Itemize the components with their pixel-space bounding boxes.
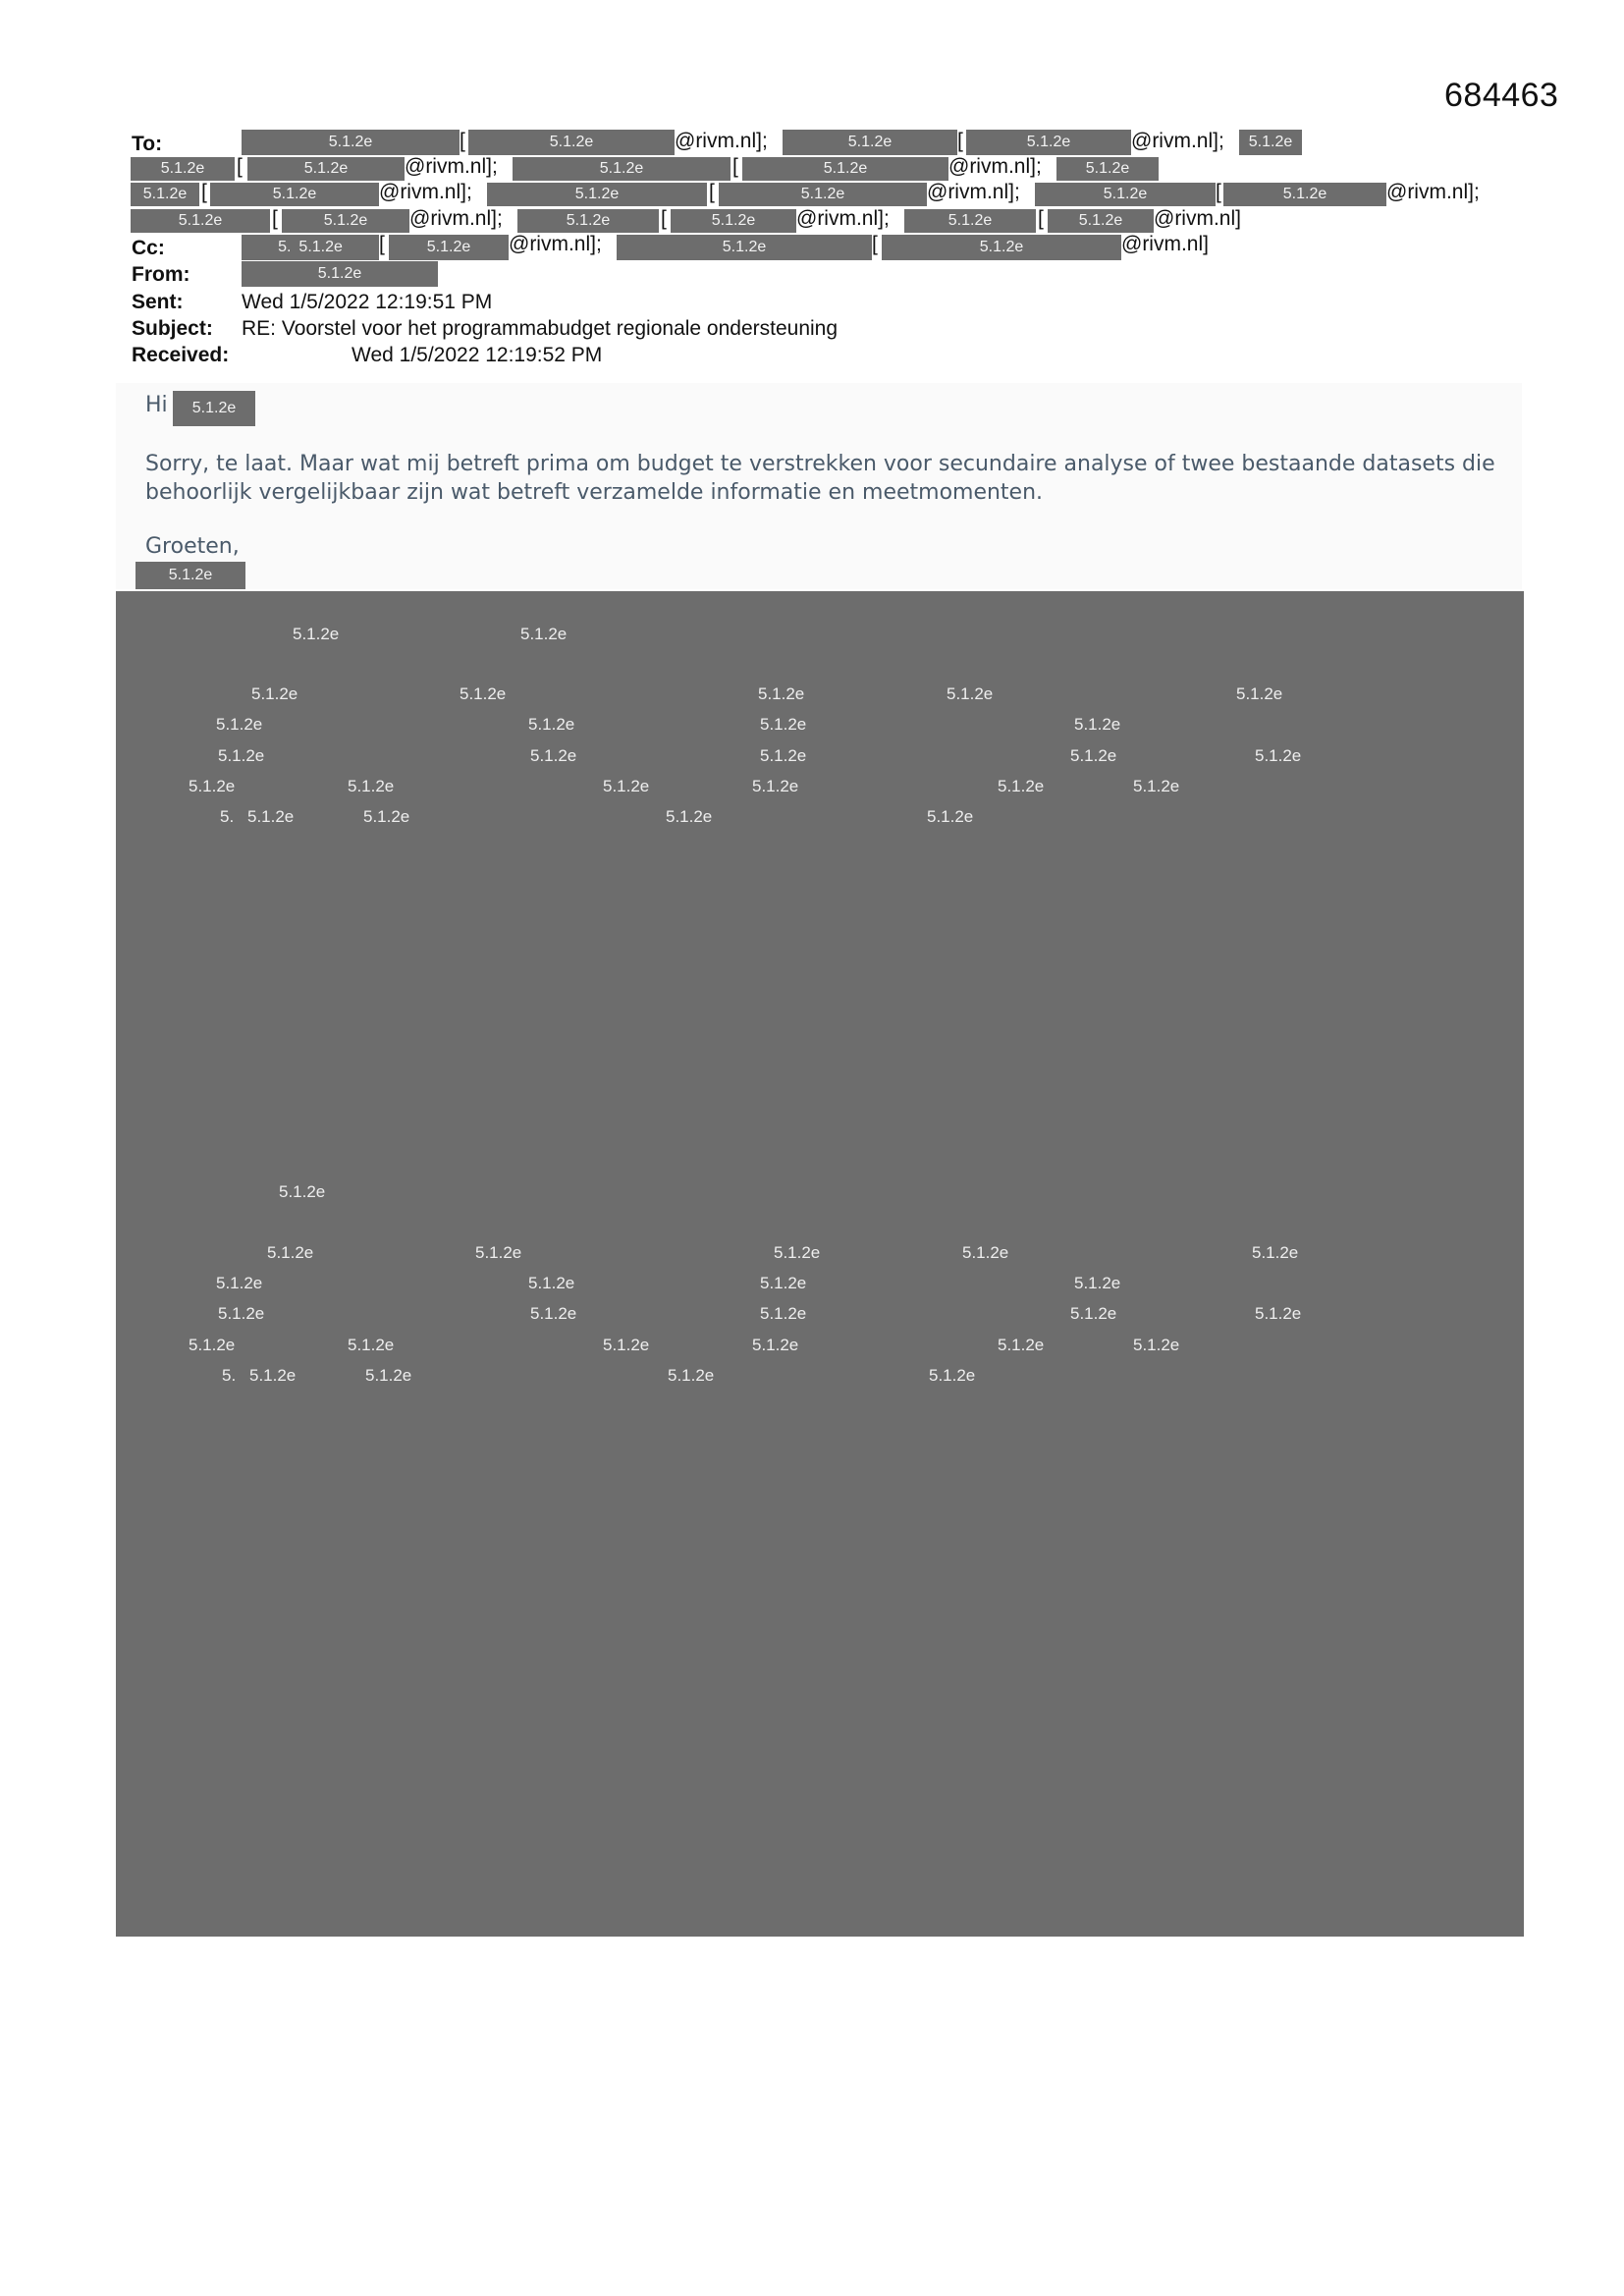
redaction-code: 5.1.2e (1255, 1304, 1302, 1323)
redaction-code: 5.1.2e (1133, 1336, 1180, 1354)
received-label: Received: (132, 344, 230, 366)
redaction-code: 5.1.2e (760, 1274, 807, 1292)
redaction-code: 5.1.2e (520, 625, 568, 643)
redaction-block: 5.1.2e (517, 209, 659, 233)
redaction-block: 5.1.2e (468, 130, 675, 155)
redaction-code: 5.1.2e (947, 684, 994, 703)
redaction-block: 5.1.2e (1239, 130, 1302, 155)
redaction-code: 5.1.2e (752, 1336, 799, 1354)
email-domain: @rivm.nl]; (409, 207, 503, 230)
redaction-code: 5.1.2e (189, 1336, 236, 1354)
redaction-block: 5.1.2e (487, 183, 707, 206)
redaction-code-partial: 5. (222, 1366, 237, 1385)
redaction-block: 5.1.2e (513, 157, 731, 181)
redaction-code: 5.1.2e (279, 1182, 326, 1201)
message-paragraph: Sorry, te laat. Maar wat mij betreft prima om budget te verstrekken voor secundaire analyse of twee bestaande datasets die behoorlijk vergelijkbaar zijn wat betreft verzamelde informatie en meetmomenten. (145, 452, 1495, 505)
redaction-code: 5.1.2e (998, 1336, 1045, 1354)
redaction-code: 5.1.2e (365, 1366, 412, 1385)
redaction-block: 5.1.2e (1035, 183, 1216, 206)
redaction-block: 5.1.2e (966, 130, 1131, 155)
redaction-code: 5.1.2e (1236, 684, 1283, 703)
bracket: [ (1216, 181, 1221, 203)
email-domain: @rivm.nl]; (796, 207, 890, 230)
redaction-block: 5.1.2e (1048, 209, 1154, 233)
bracket: [ (237, 155, 243, 178)
bracket: [ (460, 130, 465, 152)
email-domain: @rivm.nl]; (675, 130, 768, 152)
received-value: Wed 1/5/2022 12:19:52 PM (352, 344, 603, 366)
greeting-text: Hi (145, 393, 168, 417)
email-domain: @rivm.nl]; (1386, 181, 1480, 203)
redaction-code: 5.1.2e (758, 684, 805, 703)
redaction-block: 5.1.2e (783, 130, 957, 155)
sent-value: Wed 1/5/2022 12:19:51 PM (242, 291, 493, 313)
redaction-code: 5.1.2e (247, 807, 295, 826)
redaction-block: 5.1.2e (617, 235, 872, 260)
redaction-code: 5.1.2e (929, 1366, 976, 1385)
redaction-code: 5.1.2e (530, 1304, 577, 1323)
email-domain: @rivm.nl]; (1131, 130, 1224, 152)
to-label: To: (132, 133, 163, 155)
redaction-code-partial: 5. (220, 807, 235, 826)
redaction-block: 5.1.2e (131, 183, 199, 206)
redaction-code: 5.1.2e (218, 746, 265, 765)
redaction-code: 5.1.2e (189, 777, 236, 795)
redaction-code: 5.1.2e (528, 1274, 575, 1292)
redaction-code: 5.1.2e (760, 1304, 807, 1323)
redaction-code: 5.1.2e (927, 807, 974, 826)
email-domain: @rivm.nl]; (509, 233, 602, 255)
redaction-code: 5.1.2e (348, 1336, 395, 1354)
document-number: 684463 (1444, 77, 1559, 114)
redacted-signature-block (116, 591, 1524, 1937)
redaction-block: 5.1.2e (1056, 157, 1159, 181)
redaction-block: 5.1.2e (671, 209, 796, 233)
redaction-block: 5.1.2e (247, 157, 405, 181)
redaction-code: 5.1.2e (1133, 777, 1180, 795)
redaction-code: 5.1.2e (249, 1366, 297, 1385)
redaction-block: 5.1.2e (131, 157, 235, 181)
subject-label: Subject: (132, 317, 213, 340)
redaction-code: 5.1.2e (1070, 1304, 1117, 1323)
email-domain: @rivm.nl] (1154, 207, 1241, 230)
redaction-code: 5.1.2e (1070, 746, 1117, 765)
redaction-code: 5.1.2e (267, 1243, 314, 1262)
bracket: [ (732, 155, 738, 178)
bracket: [ (957, 130, 963, 152)
redaction-code: 5.1.2e (475, 1243, 522, 1262)
bracket: [ (1038, 207, 1044, 230)
redaction-code: 5.1.2e (528, 715, 575, 734)
redaction-code: 5.1.2e (530, 746, 577, 765)
redaction-block: 5.1.2e (742, 157, 948, 181)
signoff: Groeten, (145, 534, 240, 559)
redaction-code: 5.1.2e (348, 777, 395, 795)
redaction-code: 5.1.2e (666, 807, 713, 826)
bracket: [ (872, 233, 878, 255)
redaction-block: 5.1.2e (719, 183, 927, 206)
redaction-code: 5.1.2e (998, 777, 1045, 795)
redaction-code: 5.1.2e (1074, 715, 1121, 734)
redaction-code: 5.1.2e (668, 1366, 715, 1385)
from-label: From: (132, 263, 190, 286)
bracket: [ (379, 233, 385, 255)
redaction-block: 5.1.2e (242, 261, 438, 287)
redaction-code: 5.1.2e (298, 239, 343, 255)
redaction-code: 5.1.2e (293, 625, 340, 643)
email-domain: @rivm.nl]; (927, 181, 1020, 203)
email-header (0, 0, 1624, 373)
bracket: [ (201, 181, 207, 203)
redaction-code: 5.1.2e (603, 777, 650, 795)
redaction-block: 5.1.2e (210, 183, 379, 206)
sent-label: Sent: (132, 291, 184, 313)
redaction-block: 5.1.2e (389, 235, 509, 260)
redaction-code-partial: 5. (278, 239, 292, 255)
redaction-block: 5.1.2e (131, 209, 270, 233)
redaction-code: 5.1.2e (251, 684, 298, 703)
redaction-code: 5.1.2e (774, 1243, 821, 1262)
redaction-block: 5.1.2e (242, 130, 460, 155)
redaction-code: 5.1.2e (752, 777, 799, 795)
email-domain: @rivm.nl]; (948, 155, 1042, 178)
email-domain: @rivm.nl]; (379, 181, 472, 203)
bracket: [ (709, 181, 715, 203)
redaction-code: 5.1.2e (1255, 746, 1302, 765)
redaction-code: 5.1.2e (1074, 1274, 1121, 1292)
redaction-code: 5.1.2e (218, 1304, 265, 1323)
greeting (145, 393, 168, 417)
redaction-block: 5.1.2e (135, 562, 245, 589)
subject-value: RE: Voorstel voor het programmabudget regionale ondersteuning (242, 317, 839, 340)
redaction-code: 5.1.2e (363, 807, 410, 826)
redaction-code: 5.1.2e (1252, 1243, 1299, 1262)
redaction-code: 5.1.2e (962, 1243, 1009, 1262)
redaction-code: 5.1.2e (760, 746, 807, 765)
redaction-block: 5.1.2e (1223, 183, 1386, 206)
cc-label: Cc: (132, 237, 165, 259)
redaction-code: 5.1.2e (216, 1274, 263, 1292)
bracket: [ (272, 207, 278, 230)
bracket: [ (661, 207, 667, 230)
email-domain: @rivm.nl] (1121, 233, 1209, 255)
redaction-code: 5.1.2e (603, 1336, 650, 1354)
redaction-block: 5.1.2e (173, 391, 255, 426)
redaction-block: 5.1.2e (882, 235, 1121, 260)
redaction-block: 5.1.2e (904, 209, 1036, 233)
email-domain: @rivm.nl]; (405, 155, 498, 178)
redaction-code: 5.1.2e (760, 715, 807, 734)
redaction-code: 5.1.2e (460, 684, 507, 703)
redaction-block: 5.1.2e (282, 209, 409, 233)
redaction-block (242, 235, 379, 260)
redaction-code: 5.1.2e (216, 715, 263, 734)
